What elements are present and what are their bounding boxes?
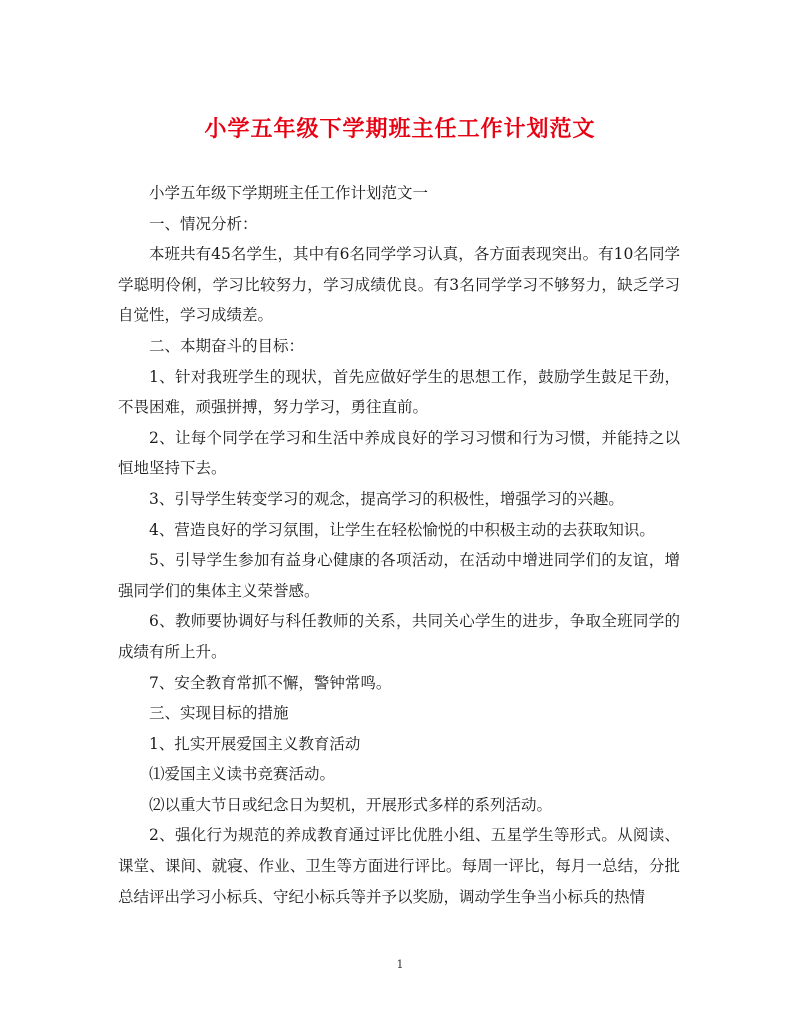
- measure-subitem-2: ⑵以重大节日或纪念日为契机，开展形式多样的系列活动。: [149, 795, 553, 814]
- page-number: 1: [396, 958, 404, 971]
- paragraph-situation: 本班共有45名学生，其中有6名同学学习认真，各方面表现突出。有10名同学学聪明伶俐，学习比较努力，学习成绩优良。有3名同学学习不够努力，缺乏学习自觉性，学习成绩差。: [118, 245, 680, 325]
- goal-item-7: 7、安全教育常抓不懈，警钟常鸣。: [149, 673, 392, 692]
- goal-item-1: 1、针对我班学生的现状，首先应做好学生的思想工作，鼓励学生鼓足干劲，不畏困难，顽强拼搏，努力学习，勇往直前。: [118, 367, 680, 417]
- measure-item-2: 2、强化行为规范的养成教育通过评比优胜小组、五星学生等形式。从阅读、课堂、课间、就寝、作业、卫生等方面进行评比。每周一评比，每月一总结，分批总结评出学习小标兵、守纪小标兵等并予以奖励，调动学生争当小标兵的热情: [118, 826, 680, 906]
- goal-item-2: 2、让每个同学在学习和生活中养成良好的学习习惯和行为习惯，并能持之以恒地坚持下去。: [118, 428, 680, 478]
- goal-item-5: 5、引导学生参加有益身心健康的各项活动，在活动中增进同学们的友谊，增强同学们的集体主义荣誉感。: [118, 551, 680, 600]
- goal-item-4: 4、营造良好的学习氛围，让学生在轻松愉悦的中积极主动的去获取知识。: [149, 520, 655, 539]
- goal-item-3: 3、引导学生转变学习的观念，提高学习的积极性，增强学习的兴趣。: [149, 489, 624, 508]
- document-body: [118, 178, 680, 912]
- measure-item-1: 1、扎实开展爱国主义教育活动: [149, 734, 361, 753]
- measure-subitem-1: ⑴爱国主义读书竞赛活动。: [149, 765, 336, 784]
- section-heading-measures: 三、实现目标的措施: [149, 704, 289, 723]
- section-heading-goals: 二、本期奋斗的目标：: [149, 336, 305, 355]
- section-heading-situation: 一、情况分析：: [149, 214, 258, 233]
- document-title: 小学五年级下学期班主任工作计划范文: [204, 116, 596, 142]
- paragraph-subtitle: 小学五年级下学期班主任工作计划范文一: [149, 184, 429, 202]
- goal-item-6: 6、教师要协调好与科任教师的关系，共同关心学生的进步，争取全班同学的成绩有所上升。: [118, 612, 680, 661]
